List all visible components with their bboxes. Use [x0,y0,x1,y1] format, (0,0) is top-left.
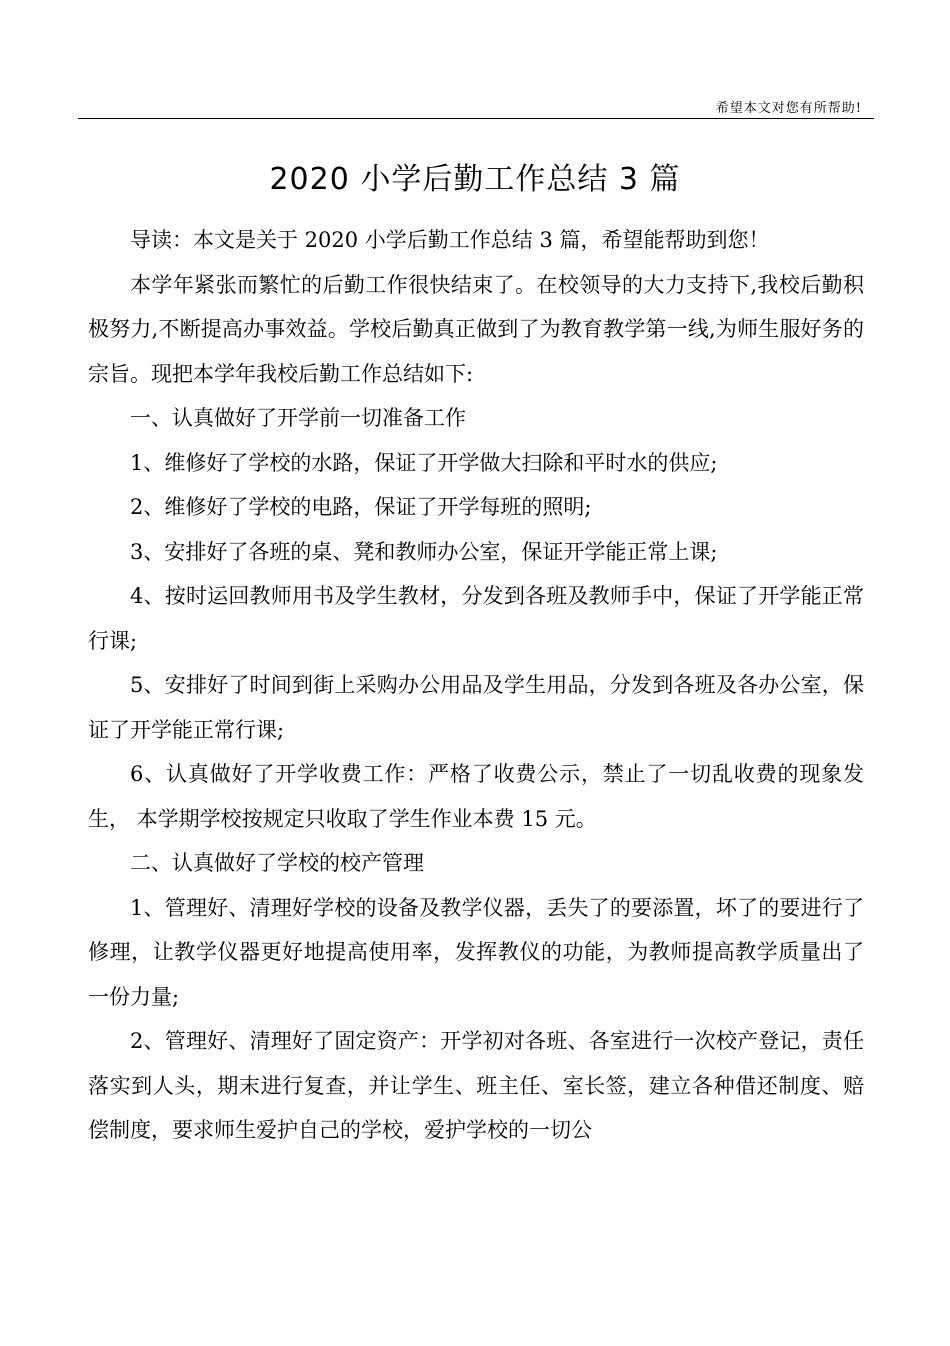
list-item: 2、管理好、清理好了固定资产：开学初对各班、各室进行一次校产登记，责任落实到人头，期末进行复查，并让学生、班主任、室长签，建立各种借还制度、赔偿制度，要求师生爱护自己的学校，爱护学校的一切公 [88,1029,864,1142]
list-item: 6、认真做好了开学收费工作：严格了收费公示，禁止了一切乱收费的现象发生， 本学期学校按规定只收取了学生作业本费 15 元。 [88,762,864,831]
intro-paragraph: 导读：本文是关于 2020 小学后勤工作总结 3 篇，希望能帮助到您！ [130,228,770,252]
body-paragraph: 本学年紧张而繁忙的后勤工作很快结束了。在校领导的大力支持下,我校后勤积极努力,不断提高办事效益。学校后勤真正做到了为教育教学第一线,为师生服好务的宗旨。现把本学年我校后勤工作总结如下: [88,272,864,386]
list-item: 5、安排好了时间到街上采购办公用品及学生用品，分发到各班及各办公室，保证了开学能正常行课; [88,673,864,742]
list-item: 2、维修好了学校的电路，保证了开学每班的照明; [130,495,592,519]
list-item: 3、安排好了各班的桌、凳和教师办公室，保证开学能正常上课; [130,539,718,564]
list-item: 1、管理好、清理好学校的设备及教学仪器，丢失了的要添置，坏了的要进行了修理，让教学仪器更好地提高使用率，发挥教仪的功能，为教师提高教学质量出了一份力量; [88,895,864,1009]
document-title: 2020 小学后勤工作总结 3 篇 [269,162,681,198]
section-heading: 二、认真做好了学校的校产管理 [130,851,424,875]
header-note: 希望本文对您有所帮助! [715,101,862,116]
section-heading: 一、认真做好了开学前一切准备工作 [130,406,466,430]
document-body [88,218,864,1153]
list-item: 1、维修好了学校的水路，保证了开学做大扫除和平时水的供应; [130,450,718,475]
list-item: 4、按时运回教师用书及学生教材，分发到各班及教师手中，保证了开学能正常行课; [88,584,864,653]
header-divider [78,118,874,119]
